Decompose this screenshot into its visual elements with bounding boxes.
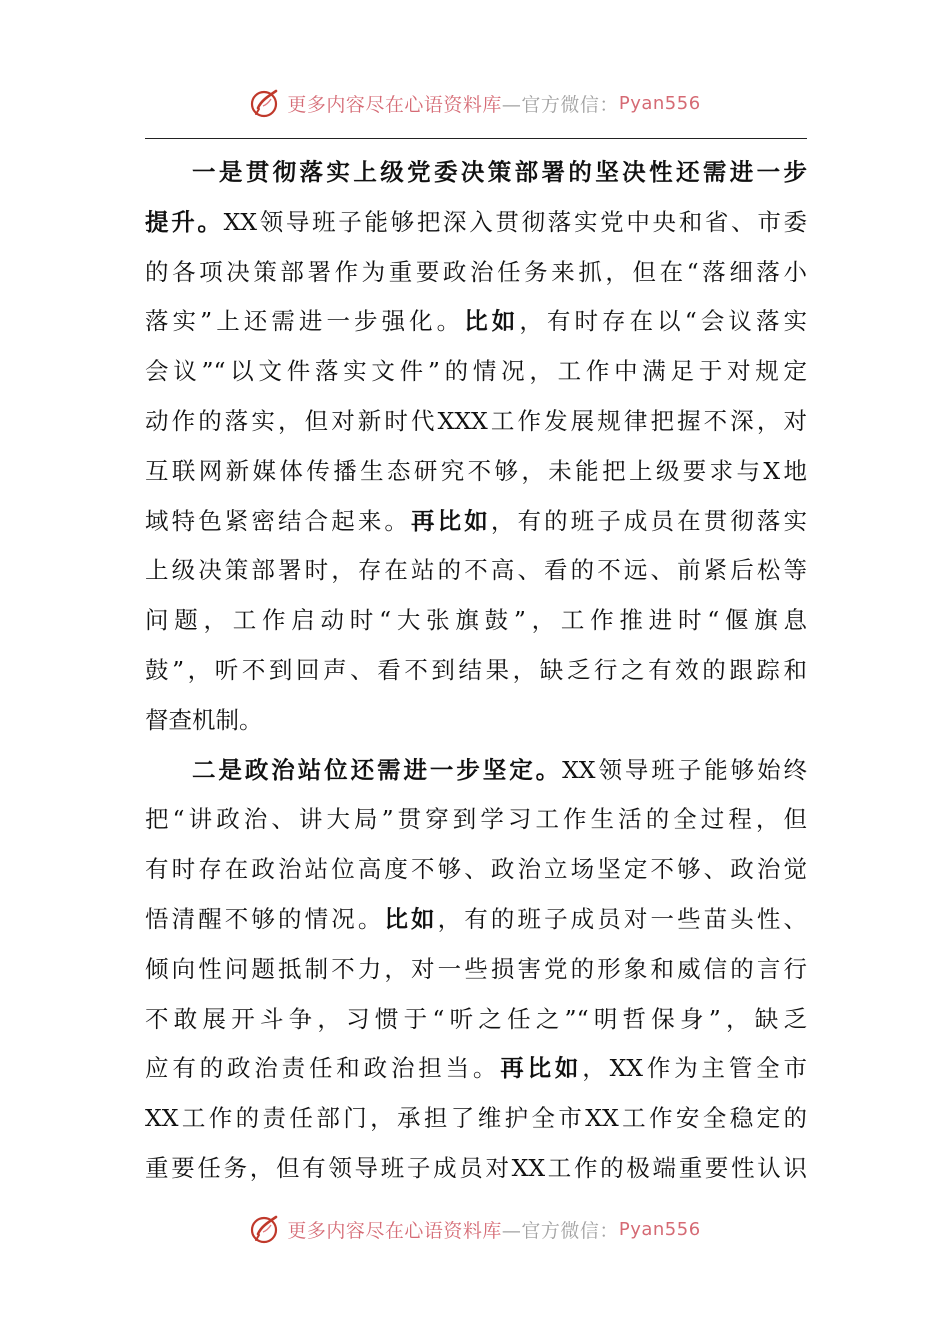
document-body [145, 148, 807, 1194]
text-line: XX工作的责任部门，承担了维护全市XX工作安全稳定的 [145, 1104, 807, 1133]
text-line: 互联网新媒体传播生态研究不够，未能把上级要求与X地 [145, 456, 807, 485]
text-line: 鼓”，听不到回声、看不到结果，缺乏行之有效的跟踪和 [145, 655, 807, 684]
banner-wechat-id: Pyan556 [618, 92, 701, 114]
header-divider [145, 138, 807, 139]
text-line: 二是政治站位还需进一步坚定。XX领导班子能够始终 [192, 755, 808, 784]
text-line: 提升。XX领导班子能够把深入贯彻落实党中央和省、市委 [145, 207, 808, 236]
paragraph-2 [145, 746, 807, 1194]
footer-sub-text: —官方微信： [501, 1219, 619, 1242]
text-line: 悟清醒不够的情况。比如，有的班子成员对一些苗头性、 [145, 904, 808, 933]
pen-circle-logo-icon [249, 1212, 283, 1246]
text-line: 的各项决策部署作为重要政治任务来抓，但在“落细落小 [145, 257, 807, 286]
text-line: 督查机制。 [145, 705, 263, 734]
text-line: 不敢展开斗争，习惯于“听之任之”“明哲保身”，缺乏 [145, 1004, 807, 1033]
text-line: 动作的落实，但对新时代XXX工作发展规律把握不深，对 [145, 406, 807, 435]
footer-main-text: 更多内容尽在心语资料库 [287, 1219, 502, 1242]
text-line: 域特色紧密结合起来。再比如，有的班子成员在贯彻落实 [145, 506, 808, 535]
text-line: 把“讲政治、讲大局”贯穿到学习工作生活的全过程，但 [145, 805, 807, 834]
banner-sub-text: —官方微信： [501, 93, 619, 116]
text-line: 倾向性问题抵制不力，对一些损害党的形象和威信的言行 [145, 954, 807, 983]
text-line: 有时存在政治站位高度不够、政治立场坚定不够、政治觉 [145, 855, 807, 884]
text-line: 问题，工作启动时“大张旗鼓”，工作推进时“偃旗息 [145, 606, 807, 635]
text-line: 重要任务，但有领导班子成员对XX工作的极端重要性认识 [145, 1153, 807, 1182]
text-line: 会议”“以文件落实文件”的情况，工作中满足于对规定 [145, 357, 807, 386]
text-line: 上级决策部署时，存在站的不高、看的不远、前紧后松等 [145, 556, 807, 585]
footer-wechat-id: Pyan556 [618, 1218, 701, 1240]
text-line: 一是贯彻落实上级党委决策部署的坚决性还需进一步 [192, 158, 807, 186]
footer-banner [0, 1209, 950, 1249]
header-banner [0, 83, 950, 123]
text-line: 落实”上还需进一步强化。比如，有时存在以“会议落实 [145, 307, 808, 336]
banner-main-text: 更多内容尽在心语资料库 [287, 93, 502, 116]
pen-circle-logo-icon [249, 86, 283, 120]
text-line: 应有的政治责任和政治担当。再比如，XX作为主管全市 [145, 1054, 808, 1083]
paragraph-1 [145, 148, 807, 746]
